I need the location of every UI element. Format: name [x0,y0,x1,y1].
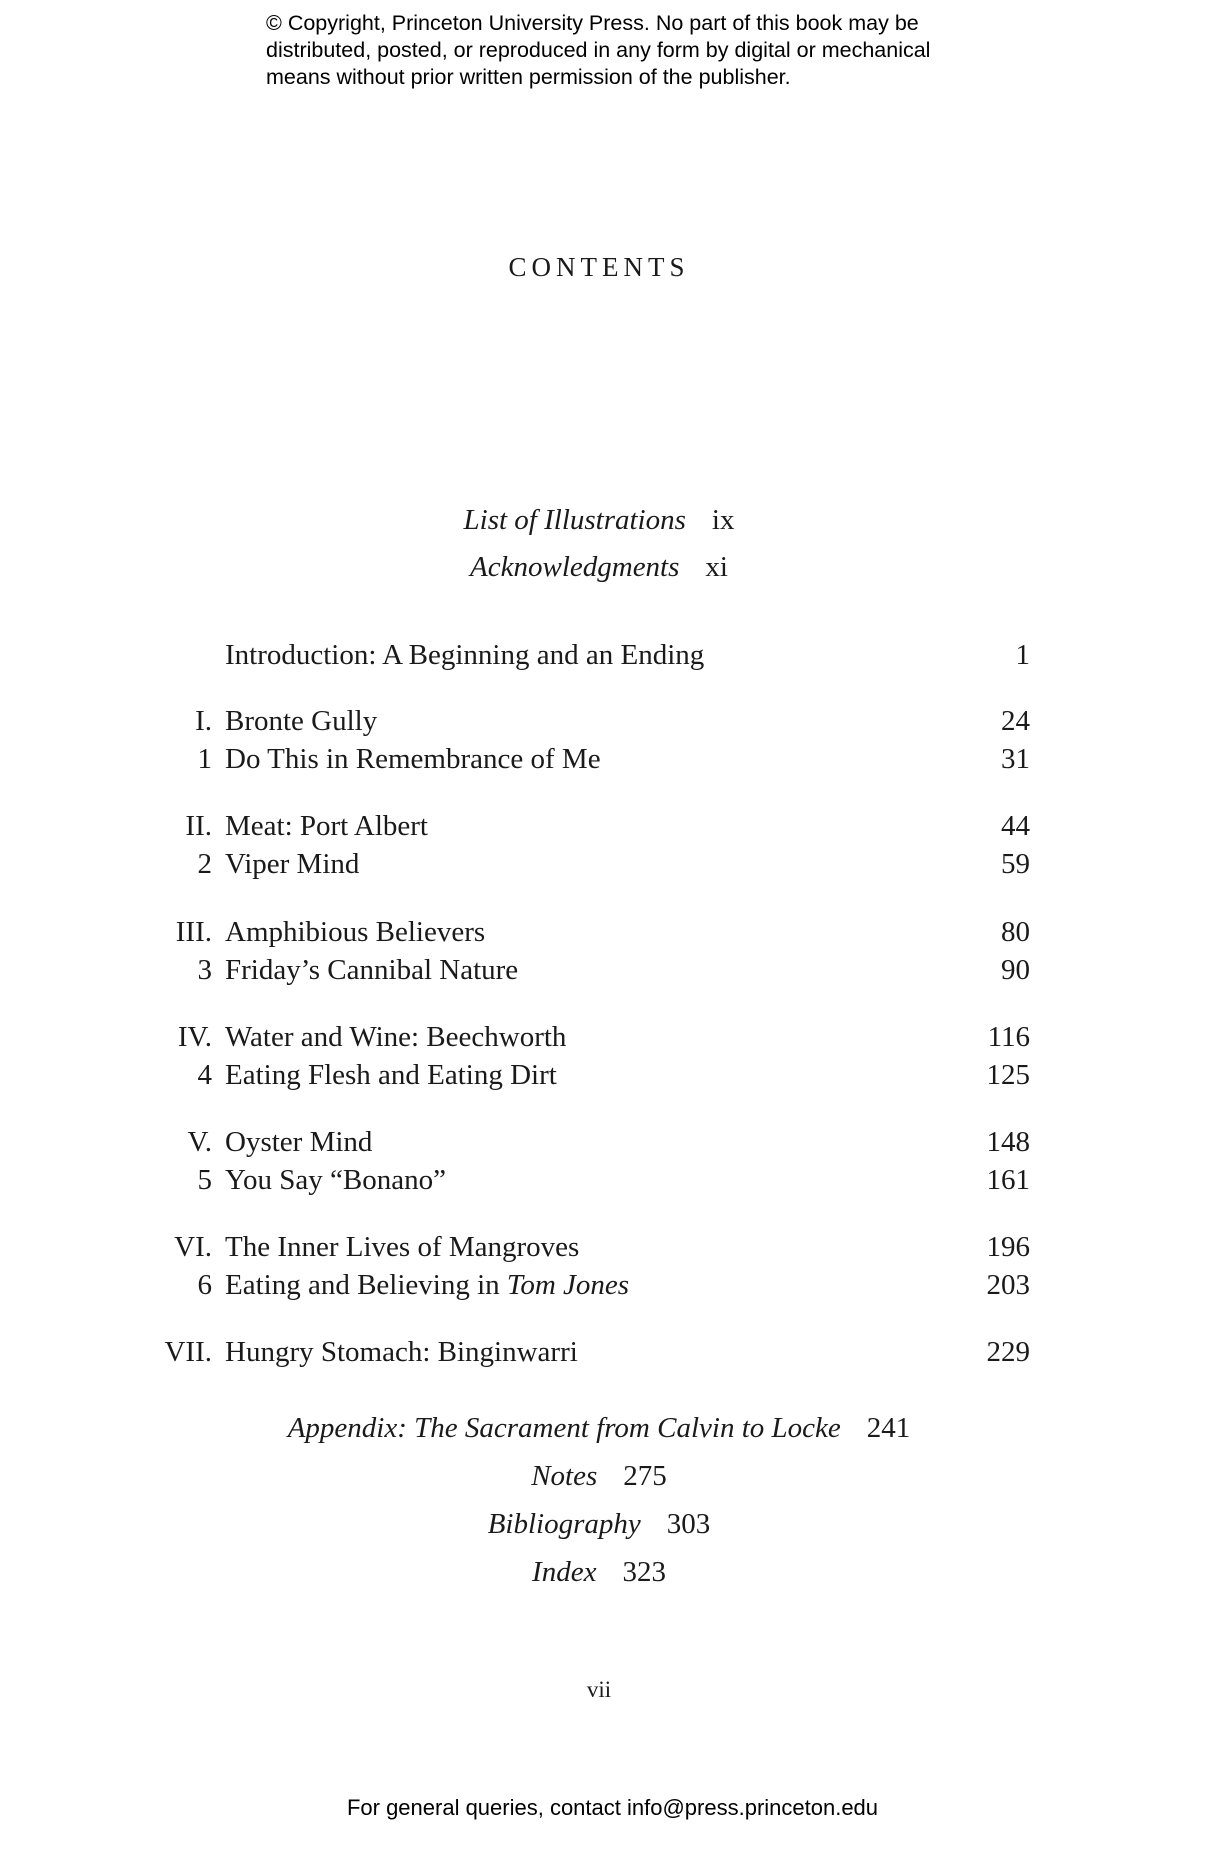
toc-part[interactable] [0,806,1225,846]
toc-part[interactable] [0,1332,1225,1372]
toc-entry-page: 303 [666,1508,711,1540]
toc-chapter[interactable] [0,1055,1225,1095]
chapter-number: 5 [197,1164,212,1196]
toc-entry-page: 125 [986,1059,1030,1091]
toc-entry-page: 203 [986,1269,1030,1301]
toc-entry-title-text: Eating and Believing in [225,1269,507,1301]
toc-front-entry[interactable] [0,549,1198,585]
copyright-line: distributed, posted, or reproduced in any form by digital or mechanical [266,38,931,62]
toc-entry-title: The Inner Lives of Mangroves [225,1231,580,1263]
page-number: vii [586,1677,612,1702]
toc-entry-page: 241 [866,1412,911,1444]
toc-entry-page: 24 [1001,705,1030,737]
toc-chapter[interactable] [0,1265,1225,1305]
toc-part[interactable] [0,1227,1225,1267]
copyright-notice [266,10,1026,91]
toc-back-entry[interactable] [0,1410,1198,1446]
toc-entry-title: Viper Mind [225,848,360,880]
toc-entry-title: Amphibious Believers [225,916,486,948]
toc-entry-title [225,1265,629,1305]
toc-chapter[interactable] [0,844,1225,884]
toc-part[interactable] [0,701,1225,741]
toc-part[interactable] [0,1122,1225,1162]
part-number: IV. [177,1021,212,1053]
copyright-line: © Copyright, Princeton University Press. No part of this book may be [266,11,919,35]
toc-entry-page: 80 [1001,916,1030,948]
toc-entry-title: Bibliography [487,1508,641,1540]
toc-entry-page: 59 [1001,848,1030,880]
toc-entry-page: 90 [1001,954,1030,986]
toc-entry-title: Notes [531,1460,598,1492]
part-number: III. [175,916,212,948]
toc-entry-title: Water and Wine: Beechworth [225,1021,567,1053]
toc-entry-page: 196 [986,1231,1030,1263]
toc-entry-page: 44 [1001,810,1030,842]
toc-entry-page: 31 [1001,743,1030,775]
toc-back-entry[interactable] [0,1506,1198,1542]
toc-entry-page: 323 [622,1556,666,1588]
toc-entry-title: Introduction: A Beginning and an Ending [225,639,705,671]
chapter-number: 1 [197,743,212,775]
toc-entry-title: You Say “Bonano” [225,1164,446,1196]
toc-part[interactable] [0,912,1225,952]
part-number: I. [195,705,212,737]
part-number: V. [187,1126,212,1158]
chapter-number: 6 [197,1269,212,1301]
chapter-number: 3 [197,954,212,986]
footer-contact: For general queries, contact info@press.princeton.edu [346,1795,879,1820]
toc-chapter[interactable] [0,739,1225,779]
toc-entry-page: xi [705,551,728,583]
toc-entry-title: Oyster Mind [225,1126,373,1158]
part-number: VI. [174,1231,212,1263]
toc-entry-page: ix [711,504,735,536]
chapter-number: 4 [197,1059,212,1091]
part-number: VII. [164,1336,212,1368]
toc-entry-title: List of Illustrations [463,504,686,536]
toc-entry-page: 148 [986,1126,1030,1158]
toc-chapter[interactable] [0,1160,1225,1200]
toc-back-entry[interactable] [0,1554,1198,1590]
toc-entry-title: Hungry Stomach: Binginwarri [225,1336,578,1368]
toc-entry-title: Bronte Gully [225,705,378,737]
toc-entry-title: Appendix: The Sacrament from Calvin to Locke [287,1412,841,1444]
toc-entry-title: Acknowledgments [470,551,680,583]
toc-entry-title: Do This in Remembrance of Me [225,743,601,775]
copyright-line: means without prior written permission of the publisher. [266,65,791,89]
toc-entry-page: 229 [986,1336,1030,1368]
toc-entry-title: Eating Flesh and Eating Dirt [225,1059,557,1091]
toc-entry-title: Index [532,1556,597,1588]
toc-entry-title: Friday’s Cannibal Nature [225,954,519,986]
toc-entry-title-italic: Tom Jones [506,1269,630,1301]
page-title: CONTENTS [508,252,690,282]
toc-entry-title: Meat: Port Albert [225,810,428,842]
toc-back-entry[interactable] [0,1458,1198,1494]
toc-entry-page: 275 [623,1460,667,1492]
toc-entry-page: 116 [987,1021,1030,1053]
toc-entry-page: 1 [1015,639,1030,671]
part-number: II. [185,810,212,842]
toc-entry-page: 161 [986,1164,1030,1196]
toc-front-entry[interactable] [0,502,1198,538]
toc-introduction[interactable] [0,635,1225,675]
toc-chapter[interactable] [0,950,1225,990]
toc-part[interactable] [0,1017,1225,1057]
chapter-number: 2 [197,848,212,880]
